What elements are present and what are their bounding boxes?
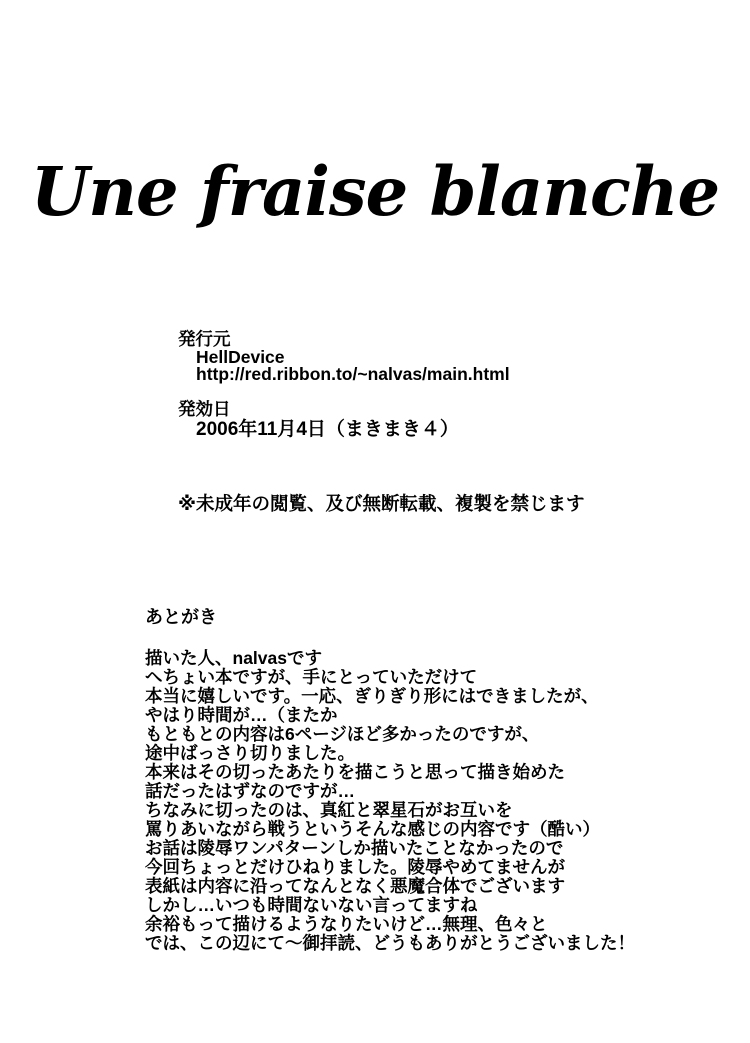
afterword-line: 表紙は内容に沿ってなんとなく悪魔合体でございます [145, 876, 565, 896]
afterword-line: 余裕もって描けるようなりたいけど…無理、色々と [145, 914, 548, 934]
age-restriction-notice: ※未成年の閲覧、及び無断転載、複製を禁じます [178, 493, 585, 514]
afterword-line: 本当に嬉しいです。一応、ぎりぎり形にはできましたが、 [145, 686, 599, 706]
publisher-name: HellDevice [196, 346, 285, 367]
issue-date-value: 2006年11月4日（まきまき４） [196, 418, 459, 440]
afterword-line: もともとの内容は6ページほど多かったのですが、 [145, 724, 540, 744]
afterword-line: へちょい本ですが、手にとっていただけて [145, 667, 478, 687]
afterword-heading: あとがき [145, 607, 217, 627]
afterword-section [145, 608, 635, 953]
afterword-line: 罵りあいながら戦うというそんな感じの内容です（酷い） [145, 819, 600, 839]
page-title: Une fraise blanche [30, 152, 720, 231]
issue-date-label: 発効日 [178, 399, 231, 419]
afterword-line: ちなみに切ったのは、真紅と翠星石がお互いを [145, 800, 513, 820]
afterword-line: 今回ちょっとだけひねりました。陵辱やめてませんが [145, 857, 565, 877]
afterword-line: 話だったはずなのですが… [145, 781, 355, 801]
issue-date-section [178, 401, 459, 440]
afterword-line: お話は陵辱ワンパターンしか描いたことなかったので [145, 838, 564, 858]
afterword-line: 途中ばっさり切りました。 [145, 743, 355, 763]
afterword-line: やはり時間が…（またか [145, 705, 338, 725]
afterword-line: 描いた人、nalvasです [145, 648, 322, 668]
publisher-label: 発行元 [178, 329, 231, 349]
afterword-line: 本来はその切ったあたりを描こうと思って描き始めた [145, 762, 565, 782]
afterword-line: しかし…いつも時間ないない言ってますね [145, 895, 478, 915]
publisher-section [178, 331, 510, 384]
publisher-url: http://red.ribbon.to/~nalvas/main.html [196, 364, 510, 384]
afterword-body [145, 649, 635, 953]
afterword-line: では、この辺にて～御拝読、どうもありがとうございました！ [145, 933, 635, 953]
